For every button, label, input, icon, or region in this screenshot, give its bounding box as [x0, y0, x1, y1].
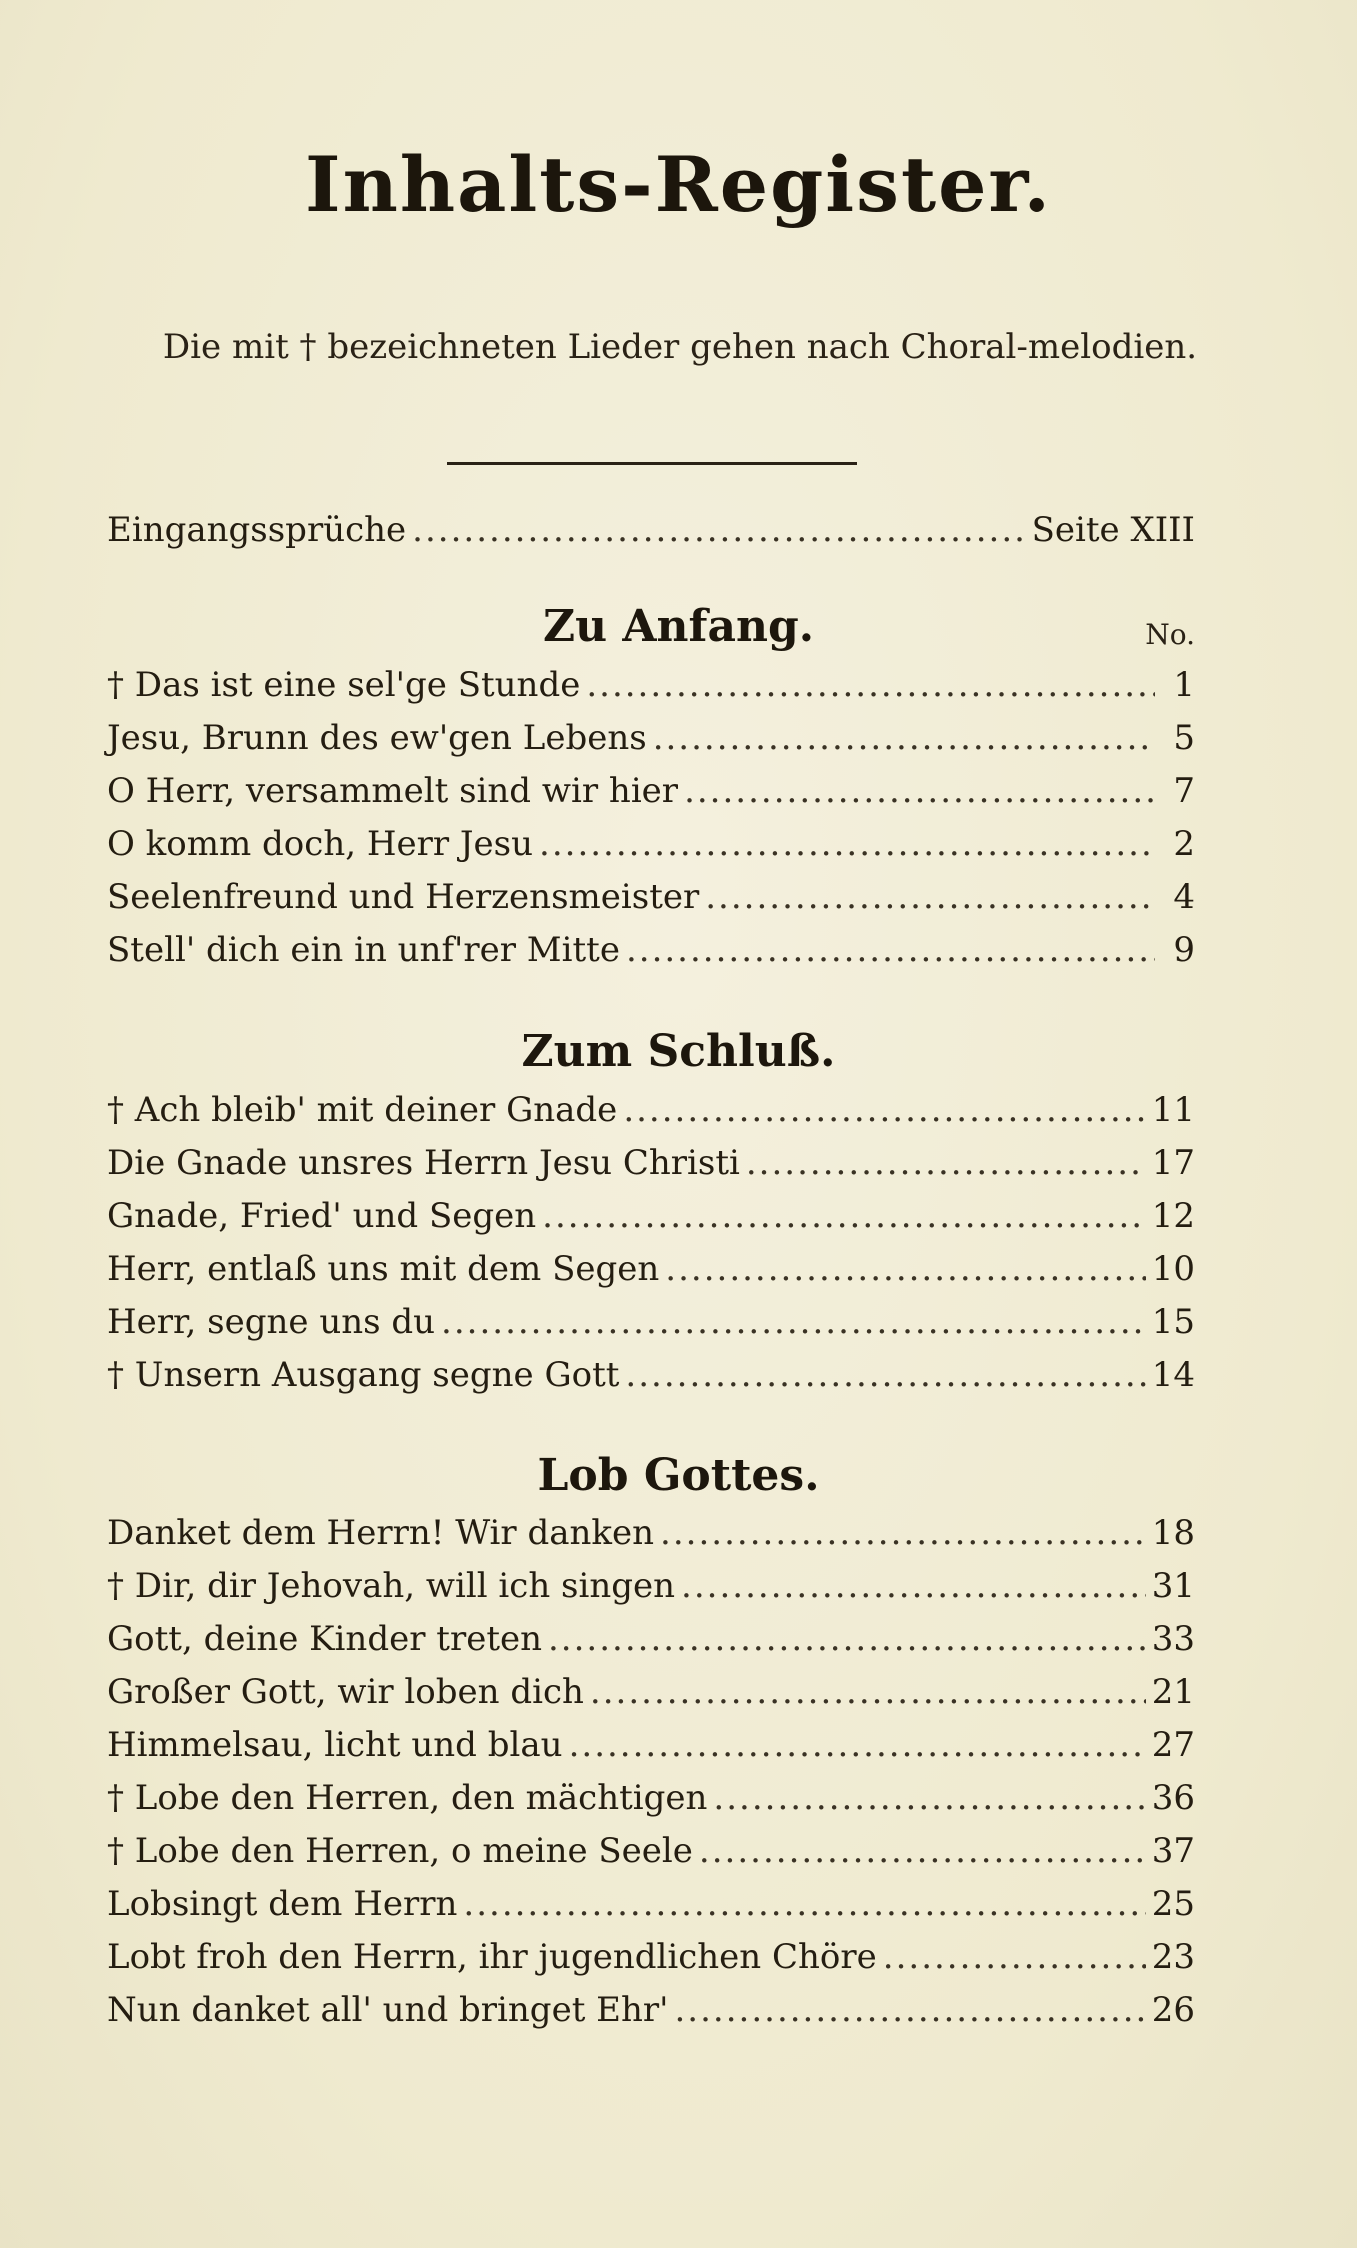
entry-number: 37: [1151, 1831, 1195, 1871]
leader-dots: [665, 1244, 1145, 1294]
entry-title: Gnade, Fried' und Segen: [107, 1196, 537, 1236]
toc-entry: [107, 1985, 1195, 2035]
leader-dots: [542, 1191, 1146, 1241]
toc-entry: [107, 1720, 1195, 1770]
entry-number: 4: [1173, 877, 1195, 917]
toc-entry: [107, 1561, 1195, 1611]
entry-title: † Ach bleib' mit deiner Gnade: [107, 1090, 618, 1130]
entry-number: 12: [1151, 1196, 1195, 1236]
leader-dots: [713, 1773, 1145, 1823]
leader-dots: [412, 505, 1025, 555]
toc-entry: [107, 1244, 1195, 1294]
section-heading-lob-gottes: Lob Gottes.: [537, 1450, 820, 1501]
entry-title: Herr, segne uns du: [107, 1302, 436, 1342]
entry-title: Die Gnade unsres Herrn Jesu Christi: [107, 1143, 740, 1183]
toc-entry: [107, 660, 1195, 710]
leader-dots: [441, 1297, 1146, 1347]
entry-number: 5: [1173, 718, 1195, 758]
page-title: Inhalts-Register.: [305, 140, 1052, 229]
intro-ref: Seite XIII: [1031, 510, 1195, 550]
entry-number: 21: [1151, 1672, 1195, 1712]
entry-title: † Das ist eine sel'ge Stunde: [107, 665, 581, 705]
leader-dots: [548, 1614, 1146, 1664]
leader-dots: [883, 1932, 1146, 1982]
toc-entry: [107, 1138, 1195, 1188]
toc-entry: [107, 872, 1195, 922]
entry-title: Großer Gott, wir loben dich: [107, 1672, 584, 1712]
leader-dots: [681, 1561, 1146, 1611]
entry-number: 27: [1151, 1725, 1195, 1765]
entry-number: 23: [1151, 1937, 1195, 1977]
leader-dots: [590, 1667, 1146, 1717]
entry-title: Himmelsau, licht und blau: [107, 1725, 563, 1765]
leader-dots: [674, 1985, 1145, 2035]
entry-title: Nun danket all' und bringet Ehr': [107, 1990, 669, 2030]
entry-number: 15: [1151, 1302, 1195, 1342]
leader-dots: [705, 872, 1155, 922]
leader-dots: [660, 1508, 1146, 1558]
leader-dots: [539, 819, 1155, 869]
toc-entry: [107, 1932, 1195, 1982]
entry-number: 1: [1173, 665, 1195, 705]
entry-number: 7: [1173, 771, 1195, 811]
intro-label: Eingangssprüche: [107, 510, 407, 550]
toc-entry: [107, 1350, 1195, 1400]
entry-number: 36: [1151, 1778, 1195, 1818]
entry-number: 9: [1173, 930, 1195, 970]
entry-title: Danket dem Herrn! Wir danken: [107, 1513, 655, 1553]
toc-entry: [107, 766, 1195, 816]
leader-dots: [623, 1085, 1145, 1135]
entry-number: 18: [1151, 1513, 1195, 1553]
leader-dots: [463, 1879, 1145, 1929]
entry-title: Lobt froh den Herrn, ihr jugendlichen Chöre: [107, 1937, 877, 1977]
leader-dots: [746, 1138, 1146, 1188]
entry-number: 10: [1151, 1249, 1195, 1289]
leader-dots: [699, 1826, 1146, 1876]
entry-number: 14: [1151, 1355, 1195, 1395]
toc-entry: [107, 1508, 1195, 1558]
entry-title: † Unsern Ausgang segne Gott: [107, 1355, 620, 1395]
leader-dots: [625, 1350, 1145, 1400]
entry-number: 17: [1151, 1143, 1195, 1183]
entry-title: Jesu, Brunn des ew'gen Lebens: [107, 718, 647, 758]
entry-number: 25: [1151, 1884, 1195, 1924]
toc-entry: [107, 819, 1195, 869]
toc-entry: [107, 1191, 1195, 1241]
toc-entry: [107, 1297, 1195, 1347]
entry-number: 26: [1151, 1990, 1195, 2030]
column-label-no: No.: [1145, 618, 1195, 651]
entry-title: Stell' dich ein in unf'rer Mitte: [107, 930, 620, 970]
leader-dots: [586, 660, 1155, 710]
divider-rule: [447, 462, 857, 465]
toc-entry: [107, 1773, 1195, 1823]
entry-title: O Herr, versammelt sind wir hier: [107, 771, 679, 811]
toc-entry: [107, 1879, 1195, 1929]
toc-entry: [107, 925, 1195, 975]
entry-title: † Dir, dir Jehovah, will ich singen: [107, 1566, 676, 1606]
entry-number: 31: [1151, 1566, 1195, 1606]
section-heading-zu-anfang: Zu Anfang.: [542, 601, 815, 652]
intro-row: [107, 505, 1195, 555]
explanatory-note: Die mit † bezeichneten Lieder gehen nach Choral-melodien.: [162, 327, 1198, 367]
entry-number: 11: [1151, 1090, 1195, 1130]
entry-title: Seelenfreund und Herzensmeister: [107, 877, 700, 917]
toc-entry: [107, 1826, 1195, 1876]
entry-title: Lobsingt dem Herrn: [107, 1884, 458, 1924]
section-heading-zum-schluss: Zum Schluß.: [521, 1026, 836, 1077]
entry-title: † Lobe den Herren, o meine Seele: [107, 1831, 693, 1871]
toc-entry: [107, 1614, 1195, 1664]
leader-dots: [653, 713, 1155, 763]
entry-title: O komm doch, Herr Jesu: [107, 824, 534, 864]
leader-dots: [684, 766, 1155, 816]
toc-entry: [107, 713, 1195, 763]
entry-title: † Lobe den Herren, den mächtigen: [107, 1778, 708, 1818]
leader-dots: [569, 1720, 1146, 1770]
toc-entry: [107, 1085, 1195, 1135]
leader-dots: [626, 925, 1155, 975]
toc-entry: [107, 1667, 1195, 1717]
entry-title: Gott, deine Kinder treten: [107, 1619, 542, 1659]
entry-title: Herr, entlaß uns mit dem Segen: [107, 1249, 660, 1289]
entry-number: 2: [1173, 824, 1195, 864]
entry-number: 33: [1151, 1619, 1195, 1659]
